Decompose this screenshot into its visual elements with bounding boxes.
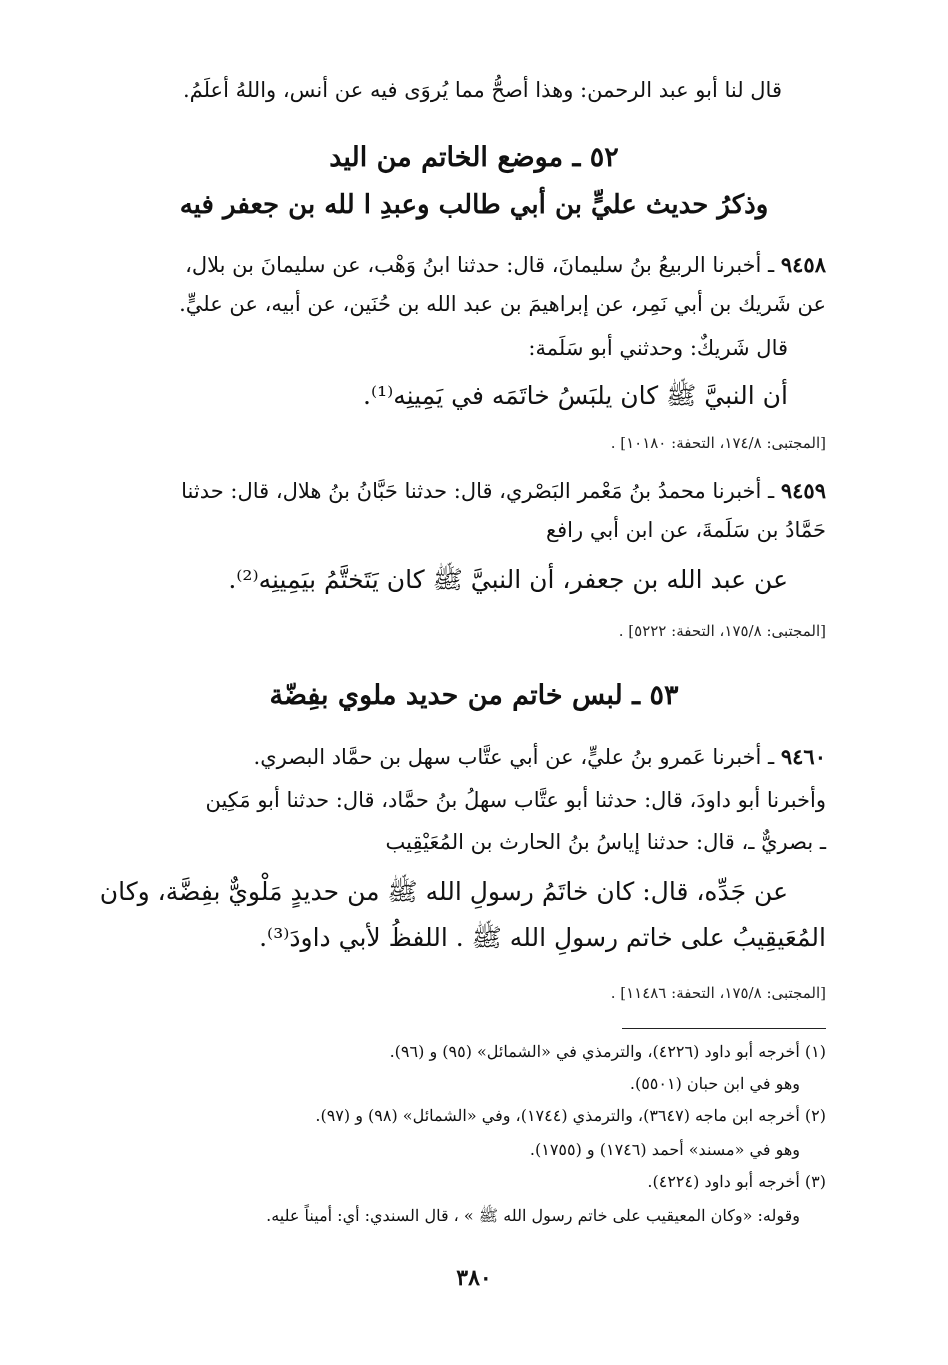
hadith-9460-source: [المجتبى: ١٧٥/٨، التحفة: ١١٤٨٦] .: [610, 984, 826, 1002]
footnote-3-cont: وقوله: «وكان المعيقيب على خاتم رسول الله ﷺ » ، قال السندي: أي: أميناً عليه.: [266, 1206, 800, 1225]
hadith-number: ٩٤٥٩: [780, 478, 826, 503]
hadith-9458-line1: [185, 252, 826, 277]
hadith-9460-line2: وأخبرنا أبو داودَ، قال: حدثنا أبو عتَّاب سهلُ بنُ حمَّاد، قال: حدثنا أبو مَكِين: [205, 788, 826, 812]
hadith-9458-line2: عن شَريك بن أبي نَمِر، عن إبراهيمَ بن عبد الله بن حُنَين، عن أبيه، عن عليٍّ.: [179, 292, 826, 316]
hadith-number: ٩٤٦٠: [780, 744, 826, 769]
hadith-9458-line3: قال شَريكٌ: وحدثني أبو سَلَمة:: [528, 336, 788, 360]
hadith-9459-matn: عن عبد الله بن جعفر، أن النبيَّ ﷺ كان يَتَختَّمُ بيَمِينِه⁽²⁾.: [228, 565, 788, 594]
footnote-3: (٣) أخرجه أبو داود (٤٢٢٤).: [647, 1172, 826, 1191]
hadith-text: ـ أخبرنا الربيعُ بنُ سليمانَ، قال: حدثنا ابنُ وَهْب، عن سليمانَ بن بلال،: [185, 253, 781, 277]
footnote-1: (١) أخرجه أبو داود (٤٢٢٦)، والترمذي في «الشمائل» (٩٥) و (٩٦).: [389, 1042, 826, 1061]
intro-line: قال لنا أبو عبد الرحمن: وهذا أصحُّ مما يُروَى فيه عن أنس، واللهُ أعلَمُ.: [182, 78, 782, 102]
hadith-text: ـ أخبرنا محمدُ بنُ مَعْمر البَصْري، قال: حدثنا حَبَّانُ بنُ هلال، قال: حدثنا: [181, 479, 781, 503]
hadith-text: ـ أخبرنا عَمرو بنُ عليٍّ، عن أبي عتَّاب سهل بن حمَّاد البصري.: [253, 745, 781, 769]
hadith-9458-matn: أن النبيَّ ﷺ كان يلبَسُ خاتَمَه في يَمِينِه⁽¹⁾.: [363, 381, 788, 410]
hadith-9460-matn1: عن جَدِّه، قال: كان خاتَمُ رسولِ الله ﷺ من حديدٍ مَلْويٌّ بفِضَّة، وكان: [99, 877, 788, 906]
hadith-9460-line3: ـ بصريٌّ ـ، قال: حدثنا إياسُ بنُ الحارث بن المُعَيْقِيب: [385, 830, 826, 854]
hadith-9460-matn2: المُعَيقِيبُ على خاتم رسولِ الله ﷺ . اللفظُ لأبي داودَ⁽³⁾.: [259, 923, 826, 952]
footnote-separator: [622, 1028, 826, 1029]
footnote-1-cont: وهو في ابن حبان (٥٥٠١).: [629, 1074, 800, 1093]
footnote-2: (٢) أخرجه ابن ماجه (٣٦٤٧)، والترمذي (١٧٤٤)، وفي «الشمائل» (٩٨) و (٩٧).: [315, 1106, 826, 1125]
hadith-9460-line1: [254, 744, 826, 769]
section-52-title: ٥٢ ـ موضع الخاتم من اليد: [329, 142, 619, 173]
hadith-number: ٩٤٥٨: [780, 252, 826, 277]
hadith-9459-line1: [181, 478, 826, 503]
section-52-subtitle: وذكرُ حديث عليٍّ بن أبي طالب وعبدِ ا لله بن جعفر فيه: [179, 190, 769, 220]
hadith-9459-source: [المجتبى: ١٧٥/٨، التحفة: ٥٢٢٢] .: [618, 622, 826, 640]
section-53-title: ٥٣ ـ لبس خاتم من حديد ملوي بفِضّة: [269, 680, 679, 711]
hadith-9458-source: [المجتبى: ١٧٤/٨، التحفة: ١٠١٨٠] .: [610, 434, 826, 452]
page-number: ٣٨٠: [456, 1265, 492, 1291]
hadith-9459-line2: حَمَّادُ بن سَلَمةَ، عن ابن أبي رافع: [545, 518, 826, 542]
footnote-2-cont: وهو في «مسند» أحمد (١٧٤٦) و (١٧٥٥).: [529, 1140, 800, 1159]
